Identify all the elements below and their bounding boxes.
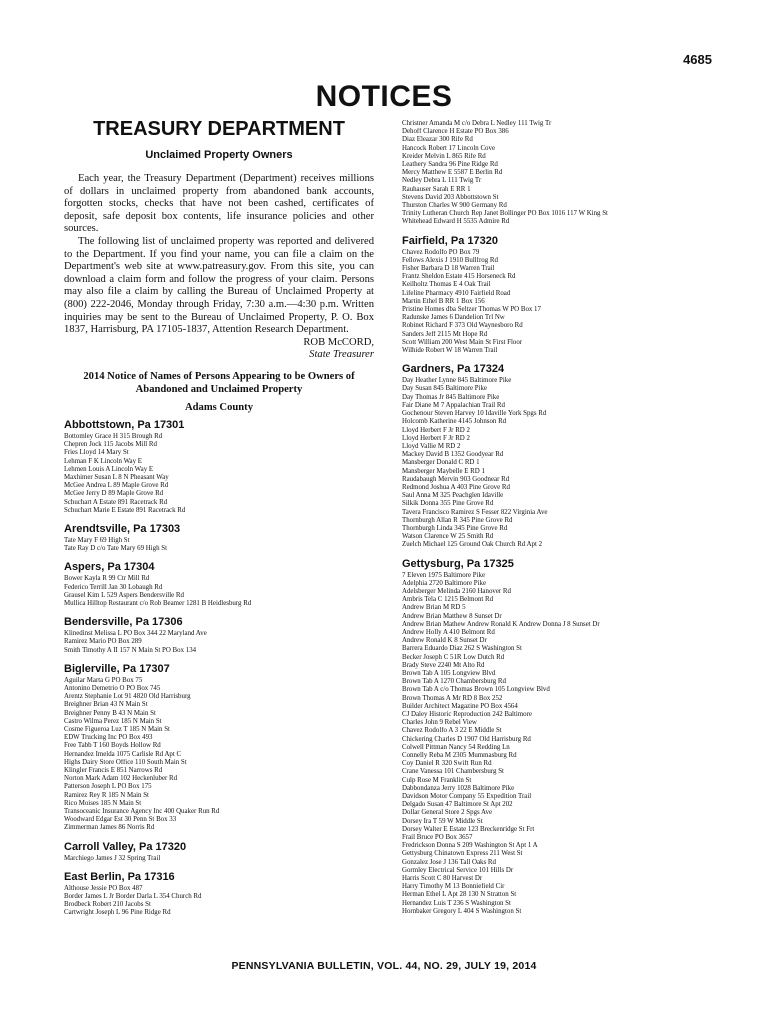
list-item: Bottomley Grace H 315 Brough Rd bbox=[64, 432, 163, 440]
list-item: Silkik Donna 355 Pine Grove Rd bbox=[402, 500, 494, 508]
right-listings bbox=[402, 120, 720, 916]
list-item: Highs Dairy Store Office 110 South Main St bbox=[64, 758, 187, 766]
list-item: Mansberger Maybelle E RD 1 bbox=[402, 467, 485, 475]
list-item: Cosme Figueroa Luz T 185 N Main St bbox=[64, 725, 170, 733]
list-item: Thornburgh Allan R 345 Pine Grove Rd bbox=[402, 516, 513, 524]
signature-title: State Treasurer bbox=[309, 349, 374, 361]
list-item: 7 Eleven 1975 Baltimore Pike bbox=[402, 571, 486, 579]
list-item: Schuchart A Estate 891 Racetrack Rd bbox=[64, 498, 168, 506]
instructions-paragraph: The following list of unclaimed property was reported and delivered to the Department. If you find your name, you can file a claim on the Department's web site at www.patreasury.gov. From this site, you can download a claim form and follow the progress of your claim. Persons may also file a claim by calling the Bureau of Unclaimed Property at (800) 222-2046, Monday through Friday, 7:30 a.m.—4:30 p.m. Written inquiries may be sent to the Bureau of Unclaimed Property, P. O. Box 1837, Harrisburg, PA 17105-1837, Attention Research Department. bbox=[64, 235, 374, 336]
list-item: Aguilar Marta G PO Box 75 bbox=[64, 676, 143, 684]
list-item: Diaz Eleazar 300 Rife Rd bbox=[402, 136, 473, 144]
list-item: Andrew Holly A 410 Belmont Rd bbox=[402, 628, 495, 636]
list-item: Gonzalez Jose J 136 Tall Oaks Rd bbox=[402, 858, 496, 866]
town-heading: Aspers, Pa 17304 bbox=[64, 561, 155, 574]
list-item: Rico Moises 185 N Main St bbox=[64, 799, 142, 807]
list-item: Castro Wilma Perez 185 N Main St bbox=[64, 717, 162, 725]
list-item: Woodward Edgar Est 30 Penn St Box 33 bbox=[64, 816, 177, 824]
list-item: Dabbondanza Jerry 1028 Baltimore Pike bbox=[402, 784, 515, 792]
list-item: Herman Ethel L Apt 28 130 N Stratton St bbox=[402, 891, 517, 899]
list-item: Smith Timothy A II 157 N Main St PO Box 134 bbox=[64, 646, 197, 654]
left-listings bbox=[64, 419, 374, 918]
list-item: Brown Tab A 1270 Chambersburg Rd bbox=[402, 678, 506, 686]
list-item: Klingler Francis E 851 Narrows Rd bbox=[64, 767, 163, 774]
list-item: Andrew Brian Mathew Andrew Ronald K Andrew Donna J 8 Sunset Dr bbox=[402, 620, 600, 628]
town-heading: Arendtsville, Pa 17303 bbox=[64, 522, 181, 535]
list-item: Davidson Motor Company 55 Expedition Trail bbox=[402, 793, 532, 801]
list-item: Coy Daniel R 320 Swift Run Rd bbox=[402, 760, 492, 768]
list-item: Wilhide Robert W 18 Warren Trail bbox=[402, 347, 498, 355]
list-item: Hernandez Luis T 236 S Washington St bbox=[402, 899, 511, 907]
list-item: Mansberger Donald C RD 1 bbox=[402, 459, 480, 467]
list-item: Chickering Charles D 1907 Old Harrisburg Rd bbox=[402, 735, 531, 743]
list-item: Breighner Brian 43 N Main St bbox=[64, 701, 148, 709]
list-item: Frantz Sheldon Estate 415 Horseneck Rd bbox=[402, 273, 516, 281]
list-item: Althouse Jessie PO Box 487 bbox=[64, 884, 143, 892]
list-item: Barrera Eduardo Diaz 262 S Washington St bbox=[402, 645, 522, 653]
list-item: Dollar General Store 2 Spgs Ave bbox=[402, 809, 493, 817]
list-item: Fellows Alexis J 1910 Bullfrog Rd bbox=[402, 256, 498, 264]
list-item: Federico Terrill Jan 30 Lobaugh Rd bbox=[64, 583, 163, 591]
town-heading: Biglerville, Pa 17307 bbox=[64, 662, 170, 675]
list-item: Chavez Rodolfo PO Box 79 bbox=[402, 248, 480, 256]
list-item: Gettysburg Chinatown Express 211 West St bbox=[402, 850, 523, 858]
list-item: Watson Clarence W 25 Smith Rd bbox=[402, 533, 494, 541]
list-item: Gormley Electrical Service 101 Hills Dr bbox=[402, 866, 514, 874]
list-item: Trinity Lutheran Church Rep Janet Bollinger PO Box 1016 117 W King St bbox=[402, 210, 608, 218]
list-item: Thurston Charles W 900 Germany Rd bbox=[402, 202, 507, 210]
list-item: Redmond Joshua A 403 Pine Grove Rd bbox=[402, 483, 510, 491]
list-item: Pristine Homes dba Seltzer Thomas W PO Box 17 bbox=[402, 306, 541, 314]
list-item: Scott William 200 West Main St First Floor bbox=[402, 338, 523, 346]
list-item: Mackey David B 1352 Goodyear Rd bbox=[402, 451, 504, 459]
list-item: Adelsberger Melinda 2160 Hanover Rd bbox=[402, 587, 511, 595]
list-item: Brodbeck Robert 210 Jacobs St bbox=[64, 901, 151, 909]
list-item: Mullica Hilltop Restaurant c/o Rob Beamer 1281 B Heidlesburg Rd bbox=[64, 599, 252, 607]
list-item: Day Susan 845 Baltimore Pike bbox=[402, 385, 487, 393]
list-item: Raudabaugh Mervin 903 Goodnear Rd bbox=[402, 475, 510, 483]
list-item: Chepren Jock 115 Jacobs Mill Rd bbox=[64, 441, 157, 449]
list-item: Frail Bruce PO Box 3657 bbox=[402, 834, 473, 842]
list-item: Thornburgh Linda 345 Pine Grove Rd bbox=[402, 524, 508, 532]
list-item: CJ Daley Historic Reproduction 242 Baltimore bbox=[402, 711, 532, 718]
list-item: Hornbaker Gregory L 404 S Washington St bbox=[402, 907, 522, 915]
list-item: Sanders Jeff 2115 Mt Hope Rd bbox=[402, 330, 488, 338]
list-item: Crane Vanessa 101 Chambersburg St bbox=[402, 768, 504, 776]
town-heading: East Berlin, Pa 17316 bbox=[64, 870, 175, 883]
list-item: Cartwright Joseph L 96 Pine Ridge Rd bbox=[64, 909, 171, 917]
list-item: Mercy Matthew E 5587 E Berlin Rd bbox=[402, 169, 503, 177]
town-heading: Carroll Valley, Pa 17320 bbox=[64, 840, 187, 853]
list-item: Chavez Rodolfo A 3 22 E Middle St bbox=[402, 727, 502, 735]
list-item: Becker Joseph C 51R Low Dutch Rd bbox=[402, 653, 505, 661]
list-item: Ramirez Rey R 185 N Main St bbox=[64, 791, 149, 799]
list-item: Brown Tab A c/o Thomas Brown 105 Longview Blvd bbox=[402, 686, 550, 694]
list-item: Lifeline Pharmacy 4910 Fairfield Road bbox=[402, 289, 511, 297]
list-item: Patterson Joseph L PO Box 175 bbox=[64, 783, 152, 791]
list-item: Nedley Debra L 111 Twig Tr bbox=[402, 177, 482, 185]
list-item: Hernandez Imelda 1075 Carlisle Rd Apt C bbox=[64, 750, 182, 758]
list-item: Zuelch Michael 125 Ground Oak Church Rd Apt 2 bbox=[402, 541, 543, 549]
list-item: Arentz Stephanie Lot 91 4820 Old Harrisburg bbox=[64, 693, 191, 701]
page-number: 4685 bbox=[683, 52, 712, 67]
list-item: Culp Rose M Franklin St bbox=[402, 776, 472, 784]
list-item: Maxhimer Susan L 8 N Pheasant Way bbox=[64, 473, 169, 481]
list-item: Kreider Melvin L 865 Rife Rd bbox=[402, 152, 486, 160]
list-item: Marchiego James J 32 Spring Trail bbox=[64, 854, 161, 862]
list-item: McGee Jerry D 89 Maple Grove Rd bbox=[64, 490, 164, 498]
list-item: Ambris Tela C 1215 Belmont Rd bbox=[402, 596, 494, 604]
list-item: Transoceanic Insurance Agency Inc 400 Quaker Run Rd bbox=[64, 808, 220, 816]
right-column bbox=[402, 120, 720, 916]
list-item: Bower Kayla R 99 Ctr Mill Rd bbox=[64, 575, 150, 583]
list-item: Lloyd Herbert F Jr RD 2 bbox=[402, 434, 470, 442]
list-item: Brown Thomas A Mr RD 8 Box 252 bbox=[402, 694, 503, 702]
town-heading: Abbottstown, Pa 17301 bbox=[64, 418, 185, 431]
list-item: Tavera Francisco Ramirez S Fesser 822 Virginia Ave bbox=[402, 508, 548, 516]
list-item: Antonino Demetrio O PO Box 745 bbox=[64, 684, 161, 692]
section-header: NOTICES bbox=[315, 80, 453, 113]
list-item: Whitehead Edward H 5535 Admire Rd bbox=[402, 218, 510, 226]
list-item: Lloyd Vallie M RD 2 bbox=[402, 442, 461, 450]
list-item: Ramirez Mario PO Box 289 bbox=[64, 638, 142, 646]
list-item: Border James L Jr Border Darla L 354 Church Rd bbox=[64, 893, 202, 901]
county-heading: Adams County bbox=[185, 401, 253, 413]
list-item: Andrew Ronald K 8 Sunset Dr bbox=[402, 637, 487, 645]
list-item: Zimmerman James 86 Norris Rd bbox=[64, 824, 155, 832]
list-item: Stevens David 203 Abbottstown St bbox=[402, 193, 499, 201]
list-item: Radunske James 6 Dandelion Trl Nw bbox=[402, 314, 505, 322]
list-item: Lloyd Herbert F Jr RD 2 bbox=[402, 426, 470, 434]
list-item: Dorsey Ira T 59 W Middle St bbox=[402, 817, 483, 825]
list-item: Fair Diane M 7 Appalachian Trail Rd bbox=[402, 401, 505, 409]
list-item: Norton Mark Adam 102 Heckenluber Rd bbox=[64, 775, 178, 783]
list-item: Day Heather Lynne 845 Baltimore Pike bbox=[402, 377, 512, 385]
list-item: Lehman F K Lincoln Way E bbox=[64, 457, 142, 465]
list-item: Adelphia 2720 Baltimore Pike bbox=[402, 579, 487, 587]
list-item: Tate Ray D c/o Tate Mary 69 High St bbox=[64, 545, 168, 553]
page-footer: PENNSYLVANIA BULLETIN, VOL. 44, NO. 29, JULY 19, 2014 bbox=[231, 960, 537, 972]
list-item: Connelly Reba M 2305 Mummasburg Rd bbox=[402, 752, 517, 760]
list-item: Schuchart Marie E Estate 891 Racetrack Rd bbox=[64, 506, 186, 514]
list-item: Lehmen Louis A Lincoln Way E bbox=[64, 465, 154, 473]
list-item: Klinedinst Melissa L PO Box 344 22 Maryland Ave bbox=[64, 630, 207, 638]
list-item: Delgado Susan 47 Baltimore St Apt 202 bbox=[402, 801, 513, 809]
list-item: Day Thomas Jr 845 Baltimore Pike bbox=[402, 393, 500, 401]
list-item: Free Tabb T 160 Boyds Hollow Rd bbox=[64, 742, 161, 750]
list-item: EDW Trucking Inc PO Box 493 bbox=[64, 734, 153, 742]
list-item: Hancock Robert 17 Lincoln Cove bbox=[402, 144, 495, 152]
list-item: Dorsey Walter E Estate 123 Breckenridge St Frt bbox=[402, 825, 535, 833]
intro-paragraph: Each year, the Treasury Department (Department) receives millions of dollars in unclaimed property from abandoned bank accounts, forgotten stocks, checks that have not been cashed, certificates of deposit, safe deposit box contents, life insurance policies and other sources. bbox=[64, 173, 374, 235]
list-item: Fredrickson Donna S 209 Washington St Apt 1 A bbox=[402, 842, 538, 850]
list-item: Builder Architect Magazine PO Box 4564 bbox=[402, 702, 518, 710]
list-item: Holcomb Katherine 4145 Johnson Rd bbox=[402, 418, 507, 426]
department-title: TREASURY DEPARTMENT bbox=[93, 118, 345, 140]
list-item: McGee Andrea L 89 Maple Grove Rd bbox=[64, 482, 169, 490]
town-heading: Fairfield, Pa 17320 bbox=[402, 234, 498, 247]
list-item: Brady Steve 2240 Mt Alto Rd bbox=[402, 661, 485, 669]
list-item: Fries Lloyd 14 Mary St bbox=[64, 449, 129, 457]
list-item: Colwell Pittman Nancy 54 Redding Ln bbox=[402, 743, 510, 751]
list-item: Andrew Brian Matthew 8 Sunset Dr bbox=[402, 612, 502, 620]
list-item: Tate Mary F 69 High St bbox=[64, 536, 130, 544]
notice-title: 2014 Notice of Names of Persons Appearing to be Owners of Abandoned and Unclaimed Property bbox=[83, 370, 355, 395]
town-heading: Bendersville, Pa 17306 bbox=[64, 616, 183, 629]
subheading: Unclaimed Property Owners bbox=[145, 149, 293, 161]
list-item: Harris Scott C 80 Harvest Dr bbox=[402, 875, 483, 883]
list-item: Rauhauser Sarah E RR 1 bbox=[402, 185, 471, 193]
list-item: Robinet Richard F 373 Old Waynesboro Rd bbox=[402, 322, 523, 330]
list-item: Charles John 9 Rebel View bbox=[402, 719, 477, 727]
list-item: Leathery Sandra 96 Pine Ridge Rd bbox=[402, 161, 498, 169]
list-item: Breighner Penny B 43 N Main St bbox=[64, 709, 156, 717]
list-item: Christner Amanda M c/o Debra L Nedley 111 Twig Tr bbox=[402, 120, 552, 127]
list-item: Keilholtz Thomas E 4 Oak Trail bbox=[402, 281, 491, 289]
list-item: Harry Timothy M 13 Bonniefield Cir bbox=[402, 883, 505, 891]
list-item: Saul Anna M 325 Peachglen Idaville bbox=[402, 492, 504, 500]
list-item: Martin Ethel B RR 1 Box 156 bbox=[402, 297, 485, 305]
town-heading: Gardners, Pa 17324 bbox=[402, 363, 505, 376]
list-item: Gochenour Steven Harvey 10 Idaville York Spgs Rd bbox=[402, 410, 547, 418]
list-item: Grausel Kim L 529 Aspers Bendersville Rd bbox=[64, 591, 184, 599]
list-item: Brown Tab A 105 Longview Blvd bbox=[402, 669, 496, 677]
left-column bbox=[64, 118, 374, 918]
signature-name: ROB McCORD, bbox=[303, 336, 374, 348]
list-item: Fisher Barbara D 18 Warren Trail bbox=[402, 265, 495, 273]
town-heading: Gettysburg, Pa 17325 bbox=[402, 557, 514, 570]
list-item: Andrew Brian M RD 5 bbox=[402, 604, 466, 612]
list-item: Dehoff Clarence H Estate PO Box 386 bbox=[402, 128, 509, 136]
